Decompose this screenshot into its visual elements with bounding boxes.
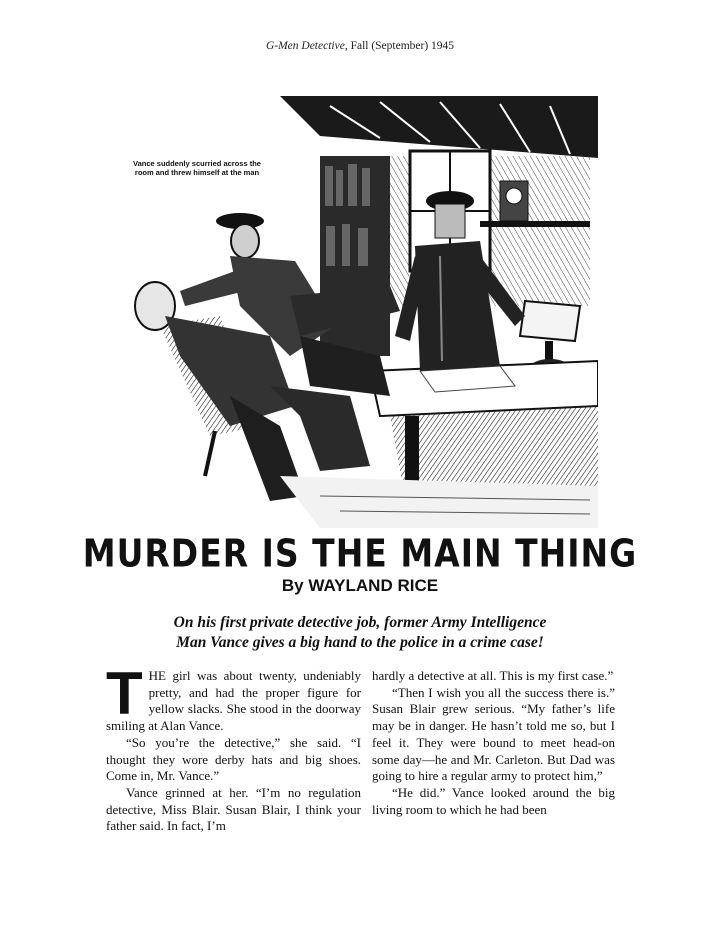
blurb-line-2: Man Vance gives a big hand to the police in a crime case! — [176, 634, 544, 651]
illustration-caption: Vance suddenly scurried across the room and threw himself at the man — [133, 159, 261, 177]
right-column — [372, 668, 615, 818]
paragraph: “So you’re the detective,” she said. “I thought they wore derby hats and big shoes. Come in, Mr. Vance.” — [106, 734, 361, 784]
paragraph: “Then I wish you all the success there is.” Susan Blair grew serious. “My father’s life may be in danger. He hasn’t told me so, but I feel it. They were bound to meet head-on some day—he and Mr. Carleton. But Dad was going to hire a regular army to protect him,” — [372, 684, 615, 784]
drop-cap: T — [106, 660, 143, 727]
paragraph: hardly a detective at all. This is my first case.” — [372, 668, 614, 683]
byline: By WAYLAND RICE — [281, 576, 439, 595]
story-title: MURDER IS THE MAIN THING — [82, 530, 638, 576]
paragraph: Vance grinned at her. “I’m no regulation detective, Miss Blair. Susan Blair, I think your father said. In fact, I’m — [106, 784, 361, 834]
running-head — [0, 40, 720, 52]
paragraph: “He did.” Vance looked around the big living room to which he had been — [372, 784, 615, 817]
left-column — [106, 660, 361, 835]
paragraph — [106, 660, 361, 735]
issue-date: , Fall (September) 1945 — [344, 40, 455, 52]
paragraph-text: HE girl was about twenty, undeniably pretty, and had the proper figure for yellow slacks. She stood in the doorway smiling at Alan Vance. — [106, 668, 361, 734]
story-blurb — [0, 613, 720, 653]
publication-name: G-Men Detective — [265, 40, 345, 52]
blurb-line-1: On his first private detective job, former Army Intelligence — [173, 614, 547, 631]
